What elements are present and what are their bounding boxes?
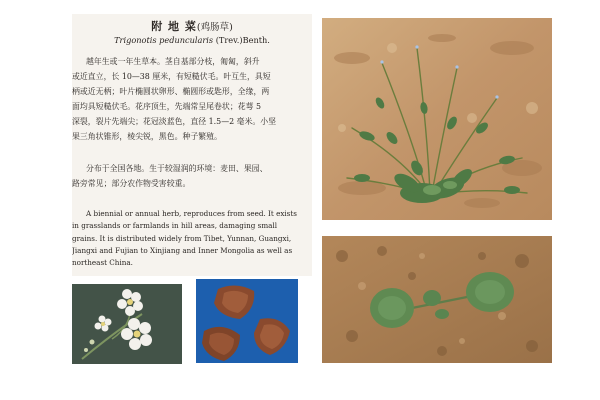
flowers-closeup-photo [72,284,182,364]
entry-title [72,18,312,34]
chinese-distribution: 分布于全国各地。生于较湿润的环境：麦田、果园、 路旁常见；部分农作物受害较重。 [72,164,268,188]
seeds-closeup-photo [196,279,298,363]
chinese-description: 越年生或一年生草本。茎自基部分枝，匍匐，斜升 或近直立，长 10—38 厘米，有短糙伏毛。叶互生，具短 柄或近无柄；叶片椭圆状卵形、椭圆形或匙形，全缘，两 面均具短糙伏毛。花序顶生，先端常呈尾卷状；花萼 5 深裂，裂片先端尖；花冠淡蓝色，直径 1.5—2 毫米。小坚 果三角状锥形，棱尖锐，黑色。种子繁殖。 [72,57,277,141]
latin-name [72,35,312,45]
book-page-scan [72,14,312,276]
latin-author: (Trev.)Benth. [215,35,270,45]
english-description: A biennial or annual herb, reproduces from seed. It exists in grasslands or farmlands in hill areas, damaging small grains. It is distributed widely from Tibet, Yunnan, Guangxi, Jiangxi and Fujian to Xinjiang and Inner Mongolia as well as northeast China. [72,209,297,268]
seedling-photo [322,236,552,363]
title-chinese: 附 地 菜 [151,20,197,33]
plant-in-soil-photo [322,18,552,220]
latin-binomial: Trigonotis peduncularis [114,35,214,45]
title-alias: (鸡肠草) [196,22,233,33]
